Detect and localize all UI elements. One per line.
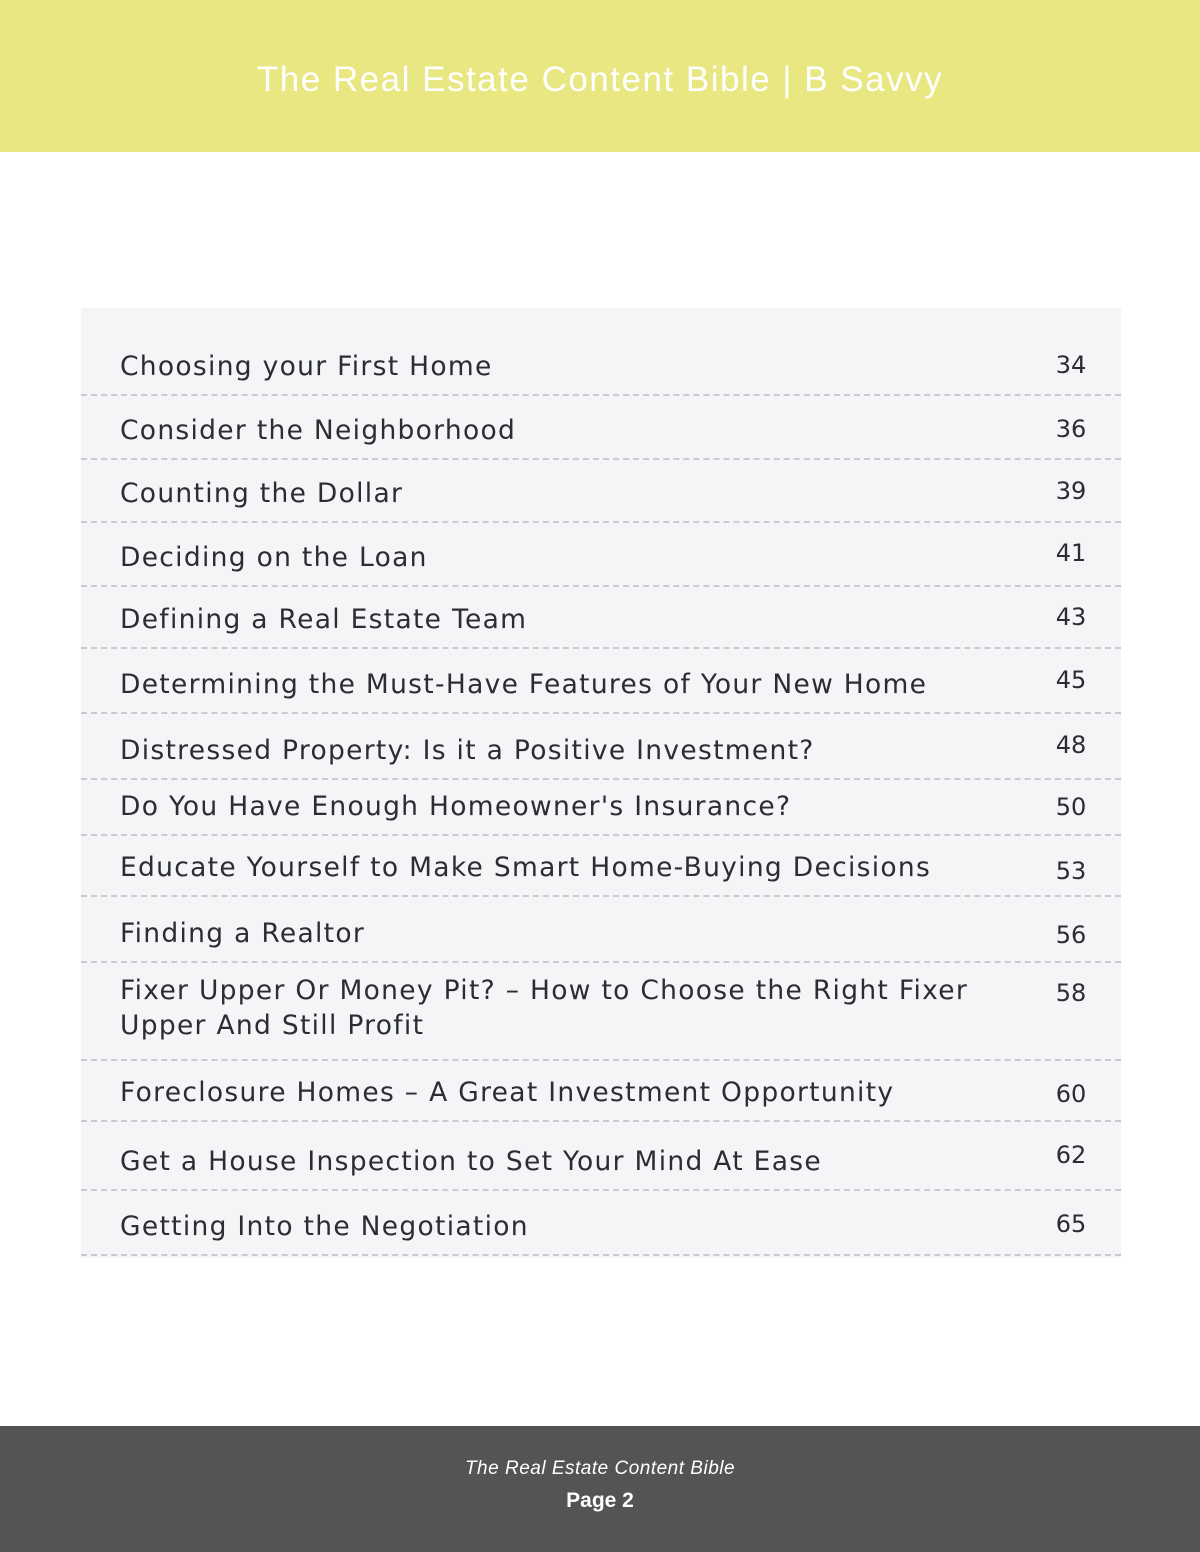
toc-entry[interactable] xyxy=(81,714,1121,780)
toc-entry-page: 36 xyxy=(1055,415,1087,443)
toc-entry-page: 65 xyxy=(1055,1210,1087,1238)
toc-entry[interactable] xyxy=(81,308,1121,396)
toc-entry-title[interactable]: Do You Have Enough Homeowner's Insurance? xyxy=(120,791,792,822)
toc-entry-page: 34 xyxy=(1055,351,1087,379)
toc-entry[interactable] xyxy=(81,836,1121,897)
page-footer xyxy=(0,1426,1200,1552)
toc-entry[interactable] xyxy=(81,460,1121,523)
toc-entry[interactable] xyxy=(81,1191,1121,1256)
toc-entry[interactable] xyxy=(81,396,1121,460)
toc-entry-page: 45 xyxy=(1055,666,1087,694)
toc-entry[interactable] xyxy=(81,963,1121,1061)
toc-entry-title[interactable]: Fixer Upper Or Money Pit? – How to Choose the Right Fixer Upper And Still Profit xyxy=(120,975,969,1041)
toc-entry[interactable] xyxy=(81,587,1121,649)
page-header xyxy=(0,0,1200,152)
toc-entry-title[interactable]: Counting the Dollar xyxy=(120,478,404,509)
toc-entry[interactable] xyxy=(81,649,1121,714)
toc-entry[interactable] xyxy=(81,523,1121,587)
toc-entry-title[interactable]: Get a House Inspection to Set Your Mind At Ease xyxy=(120,1146,822,1177)
toc-entry-title[interactable]: Finding a Realtor xyxy=(120,918,366,949)
toc-entry-title[interactable]: Distressed Property: Is it a Positive Investment? xyxy=(120,735,815,766)
footer-title: The Real Estate Content Bible xyxy=(464,1458,736,1479)
toc-entry-page: 56 xyxy=(1055,921,1087,949)
toc-entry-page: 41 xyxy=(1055,539,1087,567)
toc-entry-title[interactable]: Deciding on the Loan xyxy=(120,542,428,573)
toc-entry-page: 39 xyxy=(1055,477,1087,505)
toc-entry-page: 48 xyxy=(1055,731,1087,759)
toc-entry[interactable] xyxy=(81,780,1121,836)
page-number: Page 2 xyxy=(566,1489,634,1512)
toc-entry-title[interactable]: Educate Yourself to Make Smart Home-Buying Decisions xyxy=(120,852,932,883)
toc-entry-title[interactable]: Defining a Real Estate Team xyxy=(120,604,528,635)
toc-entry-title[interactable]: Choosing your First Home xyxy=(120,351,493,382)
toc-entry[interactable] xyxy=(81,897,1121,963)
header-title: The Real Estate Content Bible | B Savvy xyxy=(256,60,944,99)
toc-entry-page: 58 xyxy=(1055,979,1087,1007)
toc-entry-page: 62 xyxy=(1055,1141,1087,1169)
table-of-contents xyxy=(81,308,1121,1258)
toc-entry-title[interactable]: Determining the Must-Have Features of Your New Home xyxy=(120,669,928,700)
toc-entry-page: 50 xyxy=(1055,793,1087,821)
toc-entry-title[interactable]: Getting Into the Negotiation xyxy=(120,1211,529,1242)
toc-entry-page: 53 xyxy=(1055,857,1087,885)
toc-entry-page: 60 xyxy=(1055,1080,1087,1108)
toc-entry-title[interactable]: Foreclosure Homes – A Great Investment Opportunity xyxy=(120,1077,895,1108)
toc-entry-title[interactable]: Consider the Neighborhood xyxy=(120,415,517,446)
toc-entry[interactable] xyxy=(81,1122,1121,1191)
toc-entry[interactable] xyxy=(81,1061,1121,1122)
toc-entry-page: 43 xyxy=(1055,603,1087,631)
